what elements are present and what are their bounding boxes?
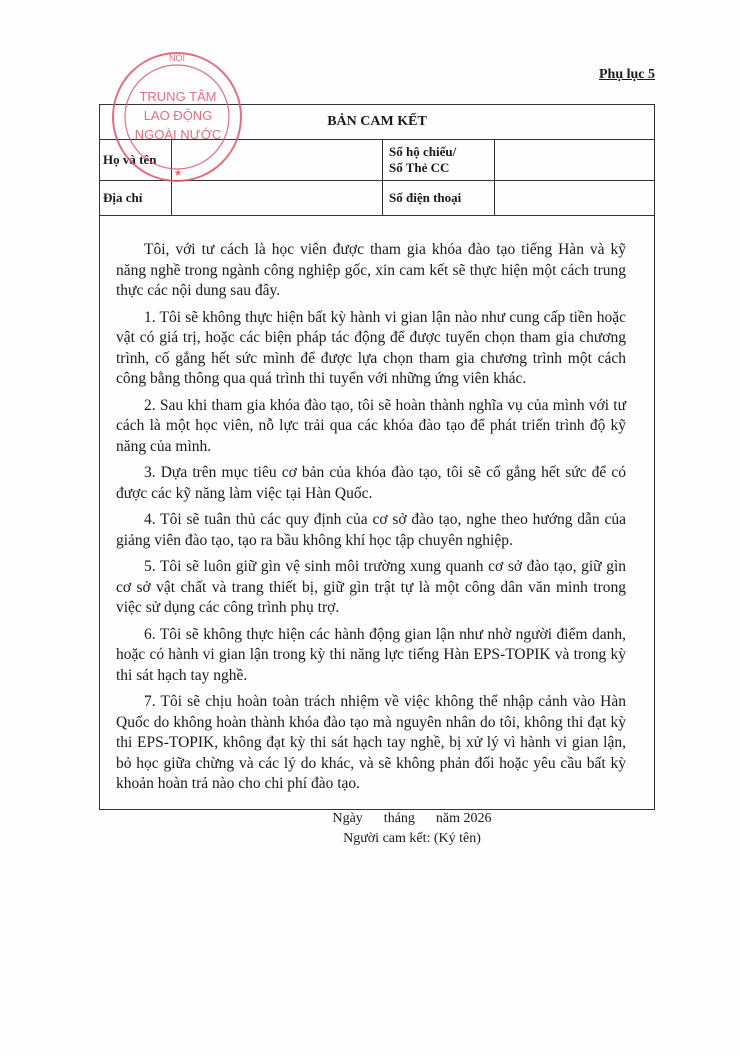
passport-label-line1: Số hộ chiếu/ — [389, 144, 457, 159]
stamp-line3: NGOÀI NƯỚC — [134, 127, 222, 142]
info-row-address-phone — [100, 181, 654, 216]
commitment-item: 7. Tôi sẽ chịu hoàn toàn trách nhiệm về việc không thể nhập cảnh vào Hàn Quốc do không hoàn thành khóa đào tạo mà nguyên nhân do tôi, không thi đạt kỳ thi EPS-TOPIK, không đạt kỳ thi sát hạch tay nghề, bị xử lý vì hành vi gian lận, bỏ học giữa chừng và các lý do khác, và sẽ không phản đối hoặc yêu cầu bất kỳ khoản hoàn trả nào cho chi phí đào tạo. — [116, 693, 626, 792]
commitment-form — [99, 104, 655, 846]
phone-label: Số điện thoại — [383, 181, 495, 215]
stamp-line2: LAO ĐỘNG — [143, 108, 213, 123]
commitment-item: 1. Tôi sẽ không thực hiện bất kỳ hành vi gian lận nào như cung cấp tiền hoặc vật có giá trị, hoặc các biện pháp tác động để được tuyển chọn tham gia chương trình, cố gắng hết sức mình để được lựa chọn tham gia chương trình một cách công bằng thông qua quá trình thi tuyển với những ứng viên khác. — [116, 308, 626, 387]
commitment-item: 2. Sau khi tham gia khóa đào tạo, tôi sẽ hoàn thành nghĩa vụ của mình với tư cách là một học viên, nỗ lực trải qua các khóa đào tạo để phát triển trình độ kỹ năng của mình. — [116, 396, 626, 455]
stamp-line1: TRUNG TÂM — [139, 89, 217, 104]
date-line: Ngày tháng năm 2026 — [332, 810, 492, 826]
commitment-item: 3. Dựa trên mục tiêu cơ bản của khóa đào tạo, tôi sẽ cố gắng hết sức để có được các kỹ năng làm việc tại Hàn Quốc. — [116, 464, 626, 502]
form-title: BẢN CAM KẾT — [100, 105, 654, 140]
commitment-item: 4. Tôi sẽ tuân thủ các quy định của cơ sở đào tạo, nghe theo hướng dẫn của giảng viên đào tạo, tạo ra bầu không khí học tập chuyên nghiệp. — [116, 511, 626, 549]
phone-field[interactable] — [495, 181, 654, 215]
signature-block — [100, 809, 654, 849]
commitment-item: 6. Tôi sẽ không thực hiện các hành động gian lận như nhờ người điểm danh, hoặc có hành vi gian lận trong kỳ thi năng lực tiếng Hàn EPS-TOPIK và trong kỳ thi sát hạch tay nghề. — [116, 625, 626, 684]
stamp-star-icon: ★ — [173, 168, 183, 179]
signer-line: Người cam kết: (Ký tên) — [343, 830, 481, 846]
passport-label-line2: Số Thẻ CC — [389, 160, 450, 175]
passport-label — [383, 140, 495, 180]
name-label: Họ và tên — [100, 140, 172, 180]
passport-field[interactable] — [495, 140, 654, 180]
appendix-label: Phụ lục 5 — [598, 67, 655, 82]
commitment-body — [100, 240, 654, 795]
official-stamp-icon — [108, 48, 246, 186]
intro-paragraph: Tôi, với tư cách là học viên được tham gia khóa đào tạo tiếng Hàn và kỹ năng nghề trong ngành công nghiệp gốc, xin cam kết sẽ thực hiện một cách trung thực các nội dung sau đây. — [116, 241, 626, 299]
address-field[interactable] — [172, 181, 383, 215]
stamp-top-text: NỘI — [168, 53, 186, 63]
address-label: Địa chỉ — [100, 181, 172, 215]
commitment-item: 5. Tôi sẽ luôn giữ gìn vệ sinh môi trường xung quanh cơ sở đào tạo, giữ gìn cơ sở vật chất và trang thiết bị, giữ gìn trật tự là một công dân văn minh trong việc sử dụng các công trình phụ trợ. — [116, 558, 626, 616]
